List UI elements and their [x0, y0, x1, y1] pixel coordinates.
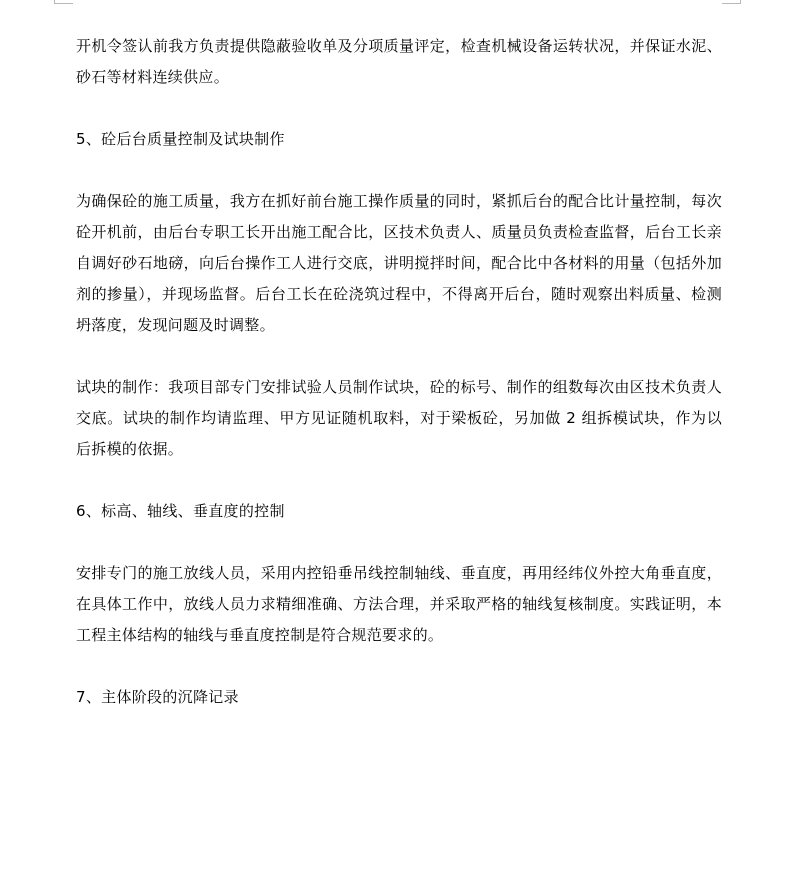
document-body — [76, 31, 722, 713]
page-corner-mark-right — [722, 0, 741, 4]
page-corner-mark-left — [54, 0, 73, 4]
section-heading-7: 7、主体阶段的沉降记录 — [76, 688, 239, 706]
paragraph-material-supply: 开机令签认前我方负责提供隐蔽验收单及分项质量评定，检查机械设备运转状况，并保证水泥、砂石等材料连续供应。 — [76, 37, 722, 86]
paragraph-test-blocks: 试块的制作：我项目部专门安排试验人员制作试块，砼的标号、制作的组数每次由区技术负责人交底。试块的制作均请监理、甲方见证随机取料，对于梁板砼，另加做 2 组拆模试块，作为以后拆模的依据。 — [76, 378, 722, 458]
paragraph-verticality-control: 安排专门的施工放线人员，采用内控铅垂吊线控制轴线、垂直度，再用经纬仪外控大角垂直度，在具体工作中，放线人员力求精细准确、方法合理，并采取严格的轴线复核制度。实践证明，本工程主体结构的轴线与垂直度控制是符合规范要求的。 — [76, 564, 722, 644]
paragraph-concrete-quality: 为确保砼的施工质量，我方在抓好前台施工操作质量的同时，紧抓后台的配合比计量控制，每次砼开机前，由后台专职工长开出施工配合比，区技术负责人、质量员负责检查监督，后台工长亲自调好砂石地磅，向后台操作工人进行交底，讲明搅拌时间，配合比中各材料的用量（包括外加剂的掺量），并现场监督。后台工长在砼浇筑过程中，不得离开后台，随时观察出料质量、检测坍落度，发现问题及时调整。 — [76, 192, 722, 334]
section-heading-5: 5、砼后台质量控制及试块制作 — [76, 130, 285, 148]
section-heading-6: 6、标高、轴线、垂直度的控制 — [76, 502, 285, 520]
